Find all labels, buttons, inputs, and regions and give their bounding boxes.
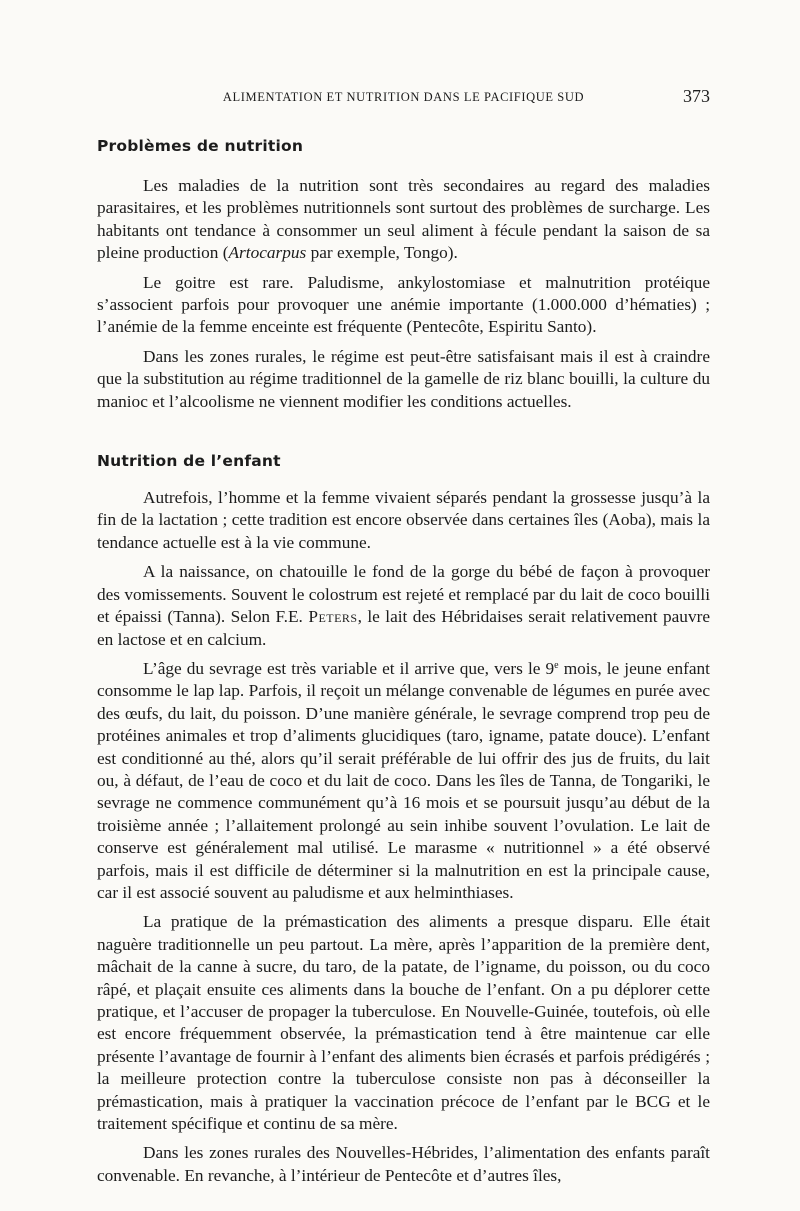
paragraph: Le goitre est rare. Paludisme, ankylostomiase et malnutrition protéique s’associent parfois pour provoquer une anémie importante (1.000.000 d’hématies) ; l’anémie de la femme enceinte est fréquente (Pentecôte, Espiritu Santo).	[97, 272, 710, 337]
text-run: mois, le jeune enfant consomme le lap lap. Parfois, il reçoit un mélange convenable de légumes en purée avec des œufs, du lait, du poisson. D’une manière générale, le sevrage comprend trop peu de protéines animales et trop d’aliments glucidiques (taro, igname, patate douce). L’enfant est conditionné au thé, alors qu’il serait préférable de lui offrir des jus de fruits, du lait ou, à défaut, de l’eau de coco et du lait de coco. Dans les îles de Tanna, de Tongariki, le sevrage ne commence communément qu’à 16 mois et se poursuit jusqu’au début de la troisième année ; l’allaitement prolongé au sein inhibe souvent l’ovulation. Le lait de conserve est généralement mal utilisé. Le marasme « nutritionnel » a été observé parfois, mais il est difficile de déterminer si la malnutrition en est la principale cause, car il est associé souvent au paludisme et aux helminthiases.	[97, 658, 710, 902]
page-body	[97, 137, 710, 1194]
italic-term: Artocarpus	[228, 243, 307, 263]
paragraph	[97, 658, 710, 904]
page-number: 373	[683, 86, 710, 106]
text-run: A la naissance, on chatouille le fond de la gorge du bébé de façon à provoquer des vomissements. Souvent le colostrum est rejeté et remplacé par du lait de coco bouilli et épaissi (Tanna). Selon F.E.	[97, 562, 710, 627]
text-run: par exemple, Tongo).	[306, 243, 458, 263]
text-run: L’âge du sevrage est très variable et il arrive que, vers le 9	[143, 658, 555, 678]
paragraph: Dans les zones rurales des Nouvelles-Hébrides, l’alimentation des enfants paraît convenable. En revanche, à l’intérieur de Pentecôte et d’autres îles,	[97, 1143, 710, 1185]
author-name: Peters	[308, 607, 358, 627]
paragraph: Autrefois, l’homme et la femme vivaient séparés pendant la grossesse jusqu’à la fin de la lactation ; cette tradition est encore observée dans certaines îles (Aoba), mais la tendance actuelle est à la vie commune.	[97, 488, 710, 552]
text-run: , le lait des Hébridaises serait relativement pauvre en lactose et en calcium.	[97, 607, 711, 649]
section-heading-child-nutrition: Nutrition de l’enfant	[97, 452, 281, 471]
section-heading-nutrition-problems: Problèmes de nutrition	[97, 137, 304, 155]
text-run: Les maladies de la nutrition sont très secondaires au regard des maladies parasitaires, et les problèmes nutritionnels sont surtout des problèmes de surcharge. Les habitants ont tendance à consommer un seul aliment à fécule pendant la saison de sa pleine production (	[97, 176, 710, 263]
paragraph: Dans les zones rurales, le régime est peut-être satisfaisant mais il est à craindre que la substitution au régime traditionnel de la gamelle de riz blanc bouilli, la culture du manioc et l’alcoolisme ne viennent modifier les conditions actuelles.	[97, 346, 710, 411]
running-title: ALIMENTATION ET NUTRITION DANS LE PACIFIQUE SUD	[222, 90, 585, 104]
paragraph: La pratique de la prémastication des aliments a presque disparu. Elle était naguère traditionnelle un peu partout. La mère, après l’apparition de la première dent, mâchait de la canne à sucre, du taro, de la patate, de l’igname, du poisson, ou du coco râpé, et plaçait ensuite ces aliments dans la bouche de l’enfant. On a pu déplorer cette pratique, et l’accuser de propager la tuberculose. En Nouvelle-Guinée, toutefois, où elle est encore fréquemment observée, la prémastication tend à être maintenue car elle présente l’avantage de fournir à l’enfant des aliments bien écrasés et parfois prédigérés ; la meilleure protection contre la tuberculose consiste non pas à déconseiller la prémastication, mais à pratiquer la vaccination précoce de l’enfant par le BCG et le traitement spécifique et continu de sa mère.	[97, 912, 710, 1134]
superscript: e	[554, 659, 559, 671]
paragraph	[97, 561, 710, 651]
page-header	[97, 86, 710, 110]
paragraph	[97, 175, 710, 265]
